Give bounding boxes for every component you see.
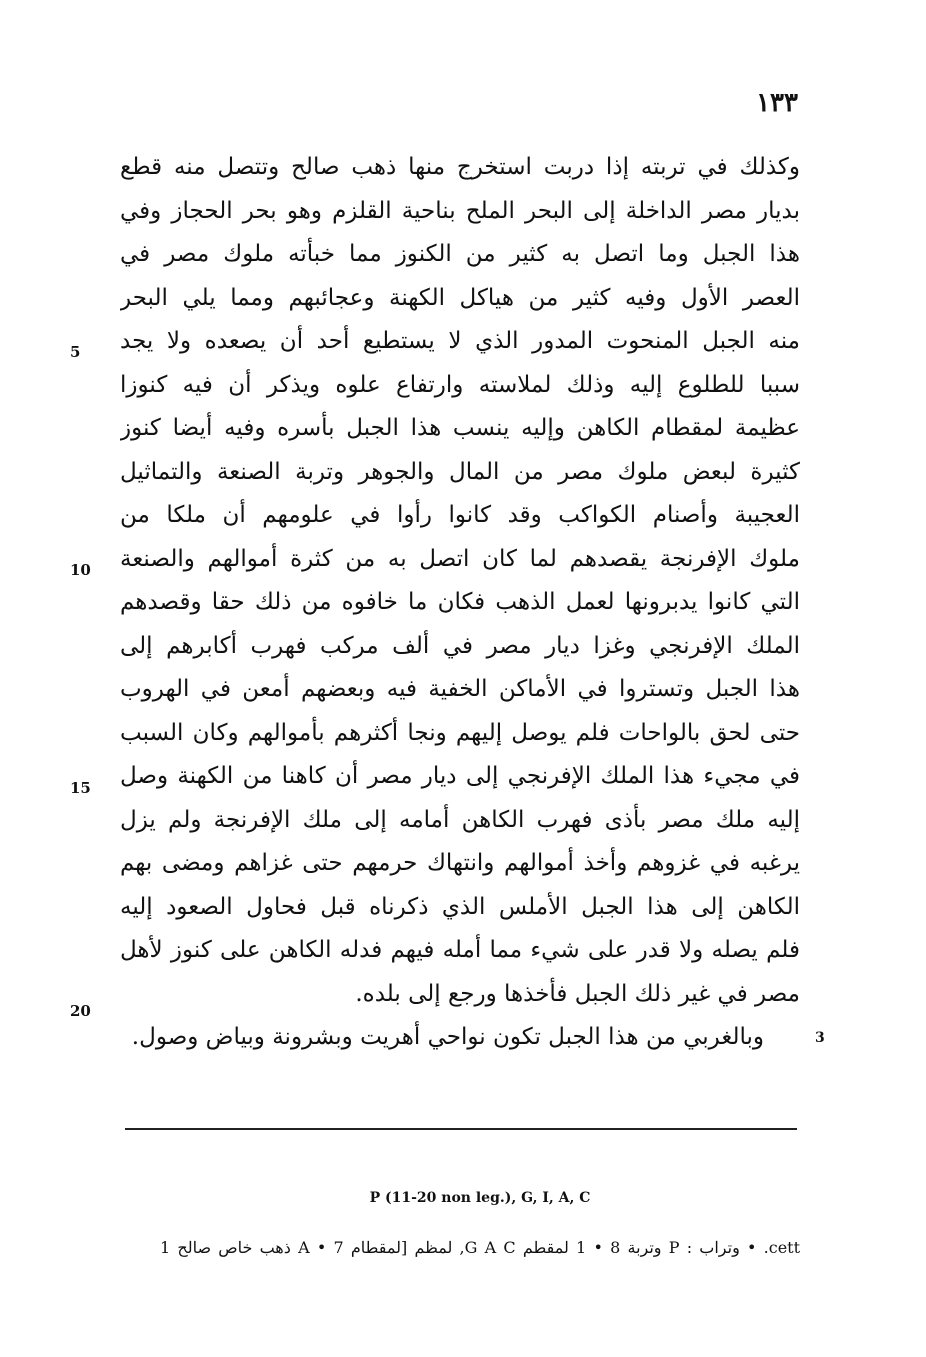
text-line-20: مصر في غير ذلك الجبل فأخذها ورجع إلى بلده. (355, 980, 800, 1007)
side-note-mark: 3 (815, 1030, 825, 1046)
body-text (120, 146, 800, 1060)
text-line-12: الملك الإفرنجي وغزا ديار مصر في ألف مركب فهرب أكابرهم إلى (120, 632, 800, 659)
apparatus-sigla: P (11-20 non leg.), G, I, A, C (369, 1190, 591, 1206)
text-line-14: حتى لحق بالواحات فلم يوصل إليهم ونجا أكثرهم بأموالهم وكان السبب (120, 719, 800, 746)
page-number: ١٣٣ (756, 88, 798, 118)
text-line-13: هذا الجبل وتستروا في الأماكن الخفية فيه وبعضهم أمعن في الهروب (120, 676, 800, 702)
text-line-10: ملوك الإفرنجة يقصدهم لما كان اتصل به من كثرة أموالهم والصنعة (120, 545, 800, 572)
text-line-9: العجيبة وأصنام الكواكب وقد كانوا رأوا في علومهم أن ملكا من (120, 502, 800, 528)
text-line-11: التي كانوا يدبرونها لعمل الذهب فكان ما خافوه من ذلك حقا وقصدهم (120, 589, 800, 615)
text-line-5: منه الجبل المنحوت المدور الذي لا يستطيع أحد أن يصعده ولا يجد (120, 328, 800, 354)
text-line-19: فلم يصله ولا قدر على شيء مما أمله فيهم فدله الكاهن على كنوز لأهل (120, 937, 800, 963)
line-number-15: 15 (70, 779, 91, 797)
line-number-10: 10 (70, 561, 91, 579)
footnote-rule (125, 1128, 797, 1130)
text-line-4: العصر الأول وفيه كثير من هياكل الكهنة وعجائبهم ومما يلي البحر (120, 284, 800, 311)
text-line-1: وكذلك في تربته إذا دربت استخرج منها ذهب صالح وتتصل منه قطع (120, 154, 800, 180)
text-line-15: في مجيء هذا الملك الإفرنجي إلى ديار مصر أن كاهنا من الكهنة وصل (120, 763, 800, 789)
text-line-18: الكاهن إلى هذا الجبل الأملس الذي ذكرناه قبل فحاول الصعود إليه (120, 893, 800, 920)
text-line-7: عظيمة لمقطام الكاهن وإليه ينسب هذا الجبل بأسره وفيه أيضا كنوز (120, 415, 800, 441)
text-line-17: يرغبه في غزوهم وأخذ أموالهم وانتهاك حرمهم حتى غزاهم ومضى بهم (120, 850, 800, 876)
text-line-3: هذا الجبل وما اتصل به كثير من الكنوز مما خبأته ملوك مصر في (120, 241, 800, 267)
text-line-6: سببا للطلوع إليه وذلك لملاسته وارتفاع علوه ويذكر أن فيه كنوزا (120, 371, 800, 398)
line-number-20: 20 (70, 1002, 91, 1020)
text-line-21: وبالغربي من هذا الجبل تكون نواحي أهريت وبشرونة وبياض وصول. (131, 1024, 764, 1050)
text-line-2: بديار مصر الداخلة إلى البحر الملح بناحية القلزم وهو بحر الحجاز وفي (120, 197, 800, 224)
line-number-5: 5 (70, 343, 81, 361)
apparatus-note: cett. • وتراب : P وتربة 8 • 1 لمقطم G A C, لمظم [لمقطام 7 • A ذهب خاص صالح 1 (160, 1238, 801, 1257)
text-line-16: إليه ملك مصر بأذى فهرب الكاهن أمامه إلى ملك الإفرنجة ولم يزل (120, 806, 800, 833)
text-line-8: كثيرة لبعض ملوك مصر من المال والجوهر وتربة الصنعة والتماثيل (120, 458, 800, 485)
